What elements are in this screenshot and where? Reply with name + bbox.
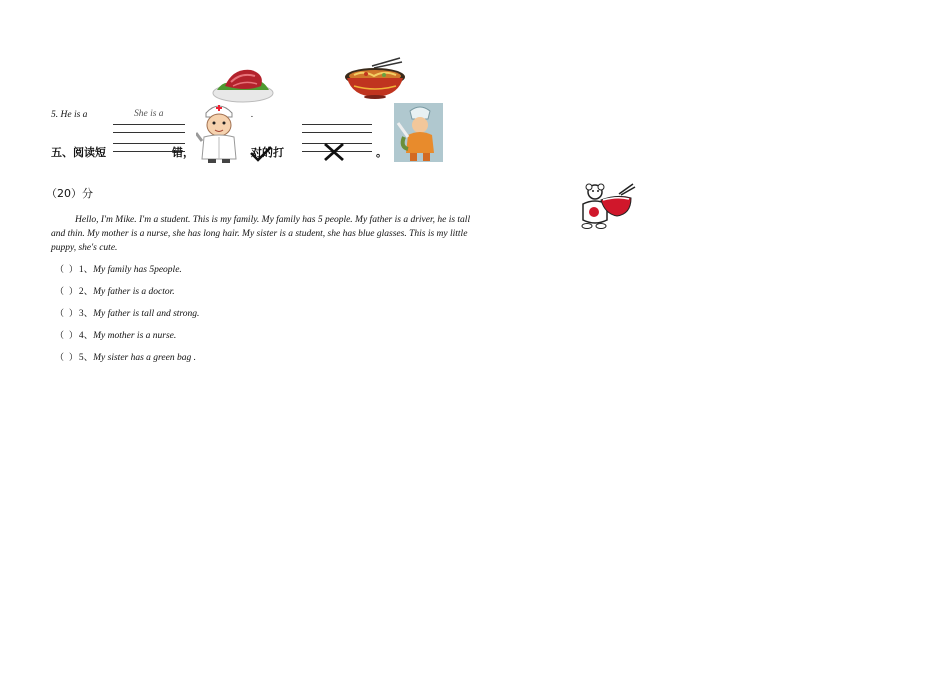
sentence-5-prefix: 5. He is a [51,110,88,120]
meat-plate-icon [211,60,275,104]
question-number: 1、 [78,265,94,275]
section-score: （20）分 [46,187,93,200]
answer-paren-1[interactable]: （ ） [55,265,79,275]
question-text: My father is tall and strong. [93,309,200,319]
section-title-left: 五、阅读短 [51,146,106,159]
question-number: 4、 [78,331,94,341]
question-1 [55,261,182,275]
sentence-5-end: . [251,110,254,120]
question-number: 2、 [78,287,94,297]
question-number: 3、 [78,309,94,319]
question-text: My family has 5people. [93,265,182,275]
question-4 [55,327,176,341]
question-text: My father is a doctor. [93,287,175,297]
cartoon-eating-icon [579,182,637,230]
answer-paren-5[interactable]: （ ） [55,353,79,363]
noodle-bowl-icon [344,56,406,100]
answer-paren-3[interactable]: （ ） [55,309,79,319]
section-title-right: 对的打 [251,146,284,159]
question-2 [55,283,175,297]
cook-cartoon-icon [394,103,443,162]
section-title-mid: 错， [172,146,194,159]
question-text: My mother is a nurse. [93,331,177,341]
question-3 [55,305,199,319]
question-5 [55,349,196,363]
section-title-end: 。 [376,146,387,159]
answer-paren-2[interactable]: （ ） [55,287,79,297]
reading-passage [51,213,471,255]
answer-paren-4[interactable]: （ ） [55,331,79,341]
question-text: My sister has a green bag . [93,353,196,363]
reading-passage-text: Hello, I'm Mike. I'm a student. This is my family. My family has 5 people. My father is a driver, he is tall and thin. My mother is a nurse, she has long hair. My sister is a student, she has blue glasses. This is my little puppy, she's cute. [51,215,471,253]
question-number: 5、 [78,353,94,363]
sentence-5-middle: She is a [134,109,164,119]
cross-mark-icon [323,142,345,162]
doctor-cartoon-icon [196,101,242,163]
